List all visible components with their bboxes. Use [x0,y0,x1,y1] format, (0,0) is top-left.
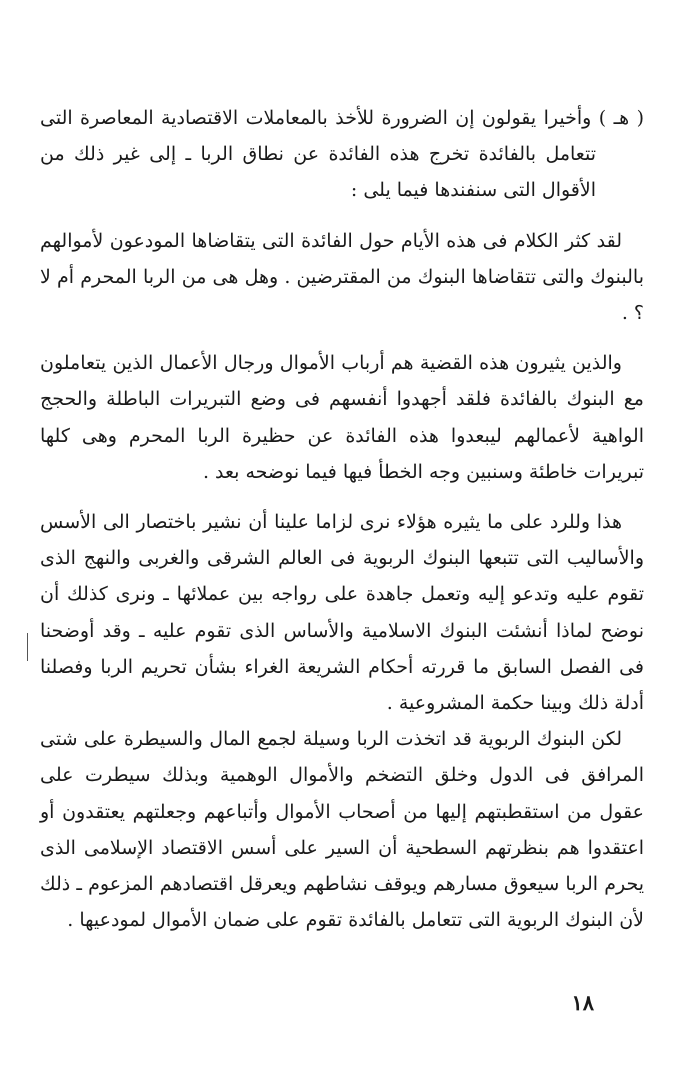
page-number: ١٨ [571,990,594,1015]
paragraph-response: هذا وللرد على ما يثيره هؤلاء نرى لزاما علينا أن نشير باختصار الى الأسس والأساليب التى تتبعها البنوك الربوية فى العالم الشرقى والغربى والنهج الذى تقوم عليه وتدعو إليه وتعمل جاهدة على رواجه بين عملائها ـ ونرى كذلك أن نوضح لماذا أنشئت البنوك الاسلامية والأساس الذى تقوم عليه ـ وقد أوضحنا فى الفصل السابق ما قررته أحكام الشريعة الغراء بشأن تحريم الربا وفصلنا أدلة ذلك وبينا حكمة المشروعية . [40,511,644,715]
margin-mark [27,633,28,661]
paragraph-interest-debate: لقد كثر الكلام فى هذه الأيام حول الفائدة التى يتقاضاها المودعون لأموالهم بالبنوك والتى تتقاضاها البنوك من المقترضين . وهل هى من الربا المحرم أم لا ؟ . [40,229,644,325]
paragraph-objection-e: ( هـ ) وأخيرا يقولون إن الضرورة للأخذ بالمعاملات الاقتصادية المعاصرة التى تتعامل بالفائدة تخرج هذه الفائدة عن نطاق الربا ـ إلى غير ذلك من الأقوال التى سنفندها فيما يلى : [40,107,644,202]
body-text [40,100,644,938]
paragraph-proponents: والذين يثيرون هذه القضية هم أرباب الأموال ورجال الأعمال الذين يتعاملون مع البنوك بالفائدة فلقد أجهدوا أنفسهم فى وضع التبريرات الباطلة والحجج الواهية لأعمالهم ليبعدوا هذه الفائدة عن حظيرة الربا المحرم وهى كلها تبريرات خاطئة وسنبين وجه الخطأ فيها فيما نوضحه بعد . [40,352,644,483]
paragraph-usurious-banks: لكن البنوك الربوية قد اتخذت الربا وسيلة لجمع المال والسيطرة على شتى المرافق فى الدول وخلق التضخم والأموال الوهمية وبذلك سيطرت على عقول من استقطبتهم إليها من أصحاب الأموال وأتباعهم وجعلتهم يعتقدون أو اعتقدوا هم بنظرتهم السطحية أن السير على أسس الاقتصاد الإسلامى الذى يحرم الربا سيعوق مسارهم ويوقف نشاطهم ويعرقل اقتصادهم المزعوم ـ ذلك لأن البنوك الربوية التى تتعامل بالفائدة تقوم على ضمان الأموال لمودعيها . [40,728,644,932]
